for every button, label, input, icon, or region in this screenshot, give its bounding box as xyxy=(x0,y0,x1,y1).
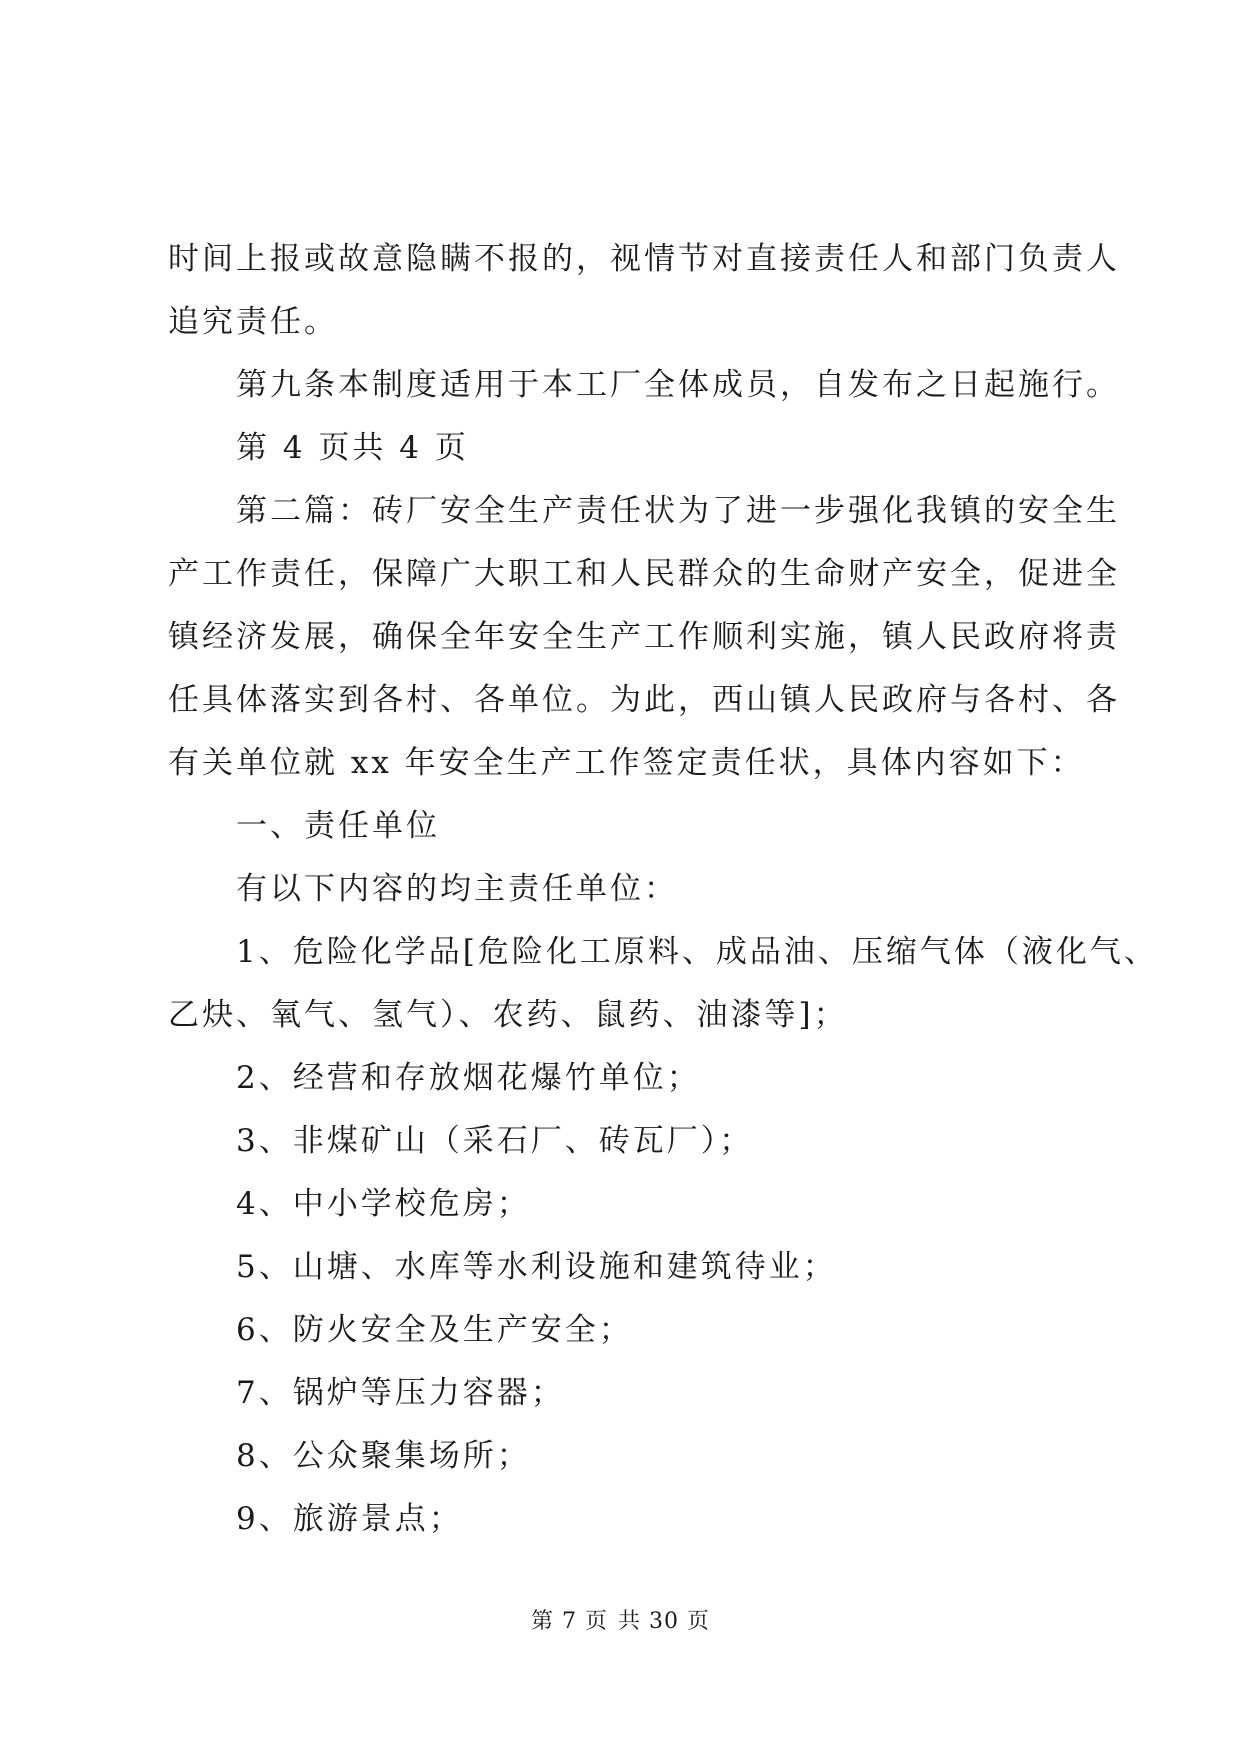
text-line: 产工作责任，保障广大职工和人民群众的生命财产安全，促进全 xyxy=(168,556,1120,592)
list-item-continuation: 乙炔、氧气、氢气）、农药、鼠药、油漆等]； xyxy=(168,997,848,1033)
list-item: 8、公众聚集场所； xyxy=(236,1438,531,1474)
list-item: 7、锅炉等压力容器； xyxy=(236,1375,565,1411)
list-item: 4、中小学校危房； xyxy=(236,1186,531,1222)
list-item: 1、危险化学品[危险化工原料、成品油、压缩气体（液化气、 xyxy=(236,934,1158,970)
subsection-heading: 一、责任单位 xyxy=(236,808,440,844)
page-number: 第 7 页 xyxy=(531,1609,608,1634)
page-total: 共 30 页 xyxy=(618,1609,710,1634)
text-line: 时间上报或故意隐瞒不报的，视情节对直接责任人和部门负责人 xyxy=(168,241,1120,277)
list-item: 9、旅游景点； xyxy=(236,1501,463,1537)
inner-page-number: 第 4 页共 4 页 xyxy=(236,430,469,466)
text-line: 任具体落实到各村、各单位。为此，西山镇人民政府与各村、各 xyxy=(168,682,1120,718)
page-footer xyxy=(0,1604,1241,1635)
text-line: 追究责任。 xyxy=(168,304,338,340)
list-item: 2、经营和存放烟花爆竹单位； xyxy=(236,1060,701,1096)
text-line: 有以下内容的均主责任单位： xyxy=(236,871,678,907)
list-item: 5、山塘、水库等水利设施和建筑待业； xyxy=(236,1249,837,1285)
text-line: 镇经济发展，确保全年安全生产工作顺利实施，镇人民政府将责 xyxy=(168,619,1120,655)
text-line: 有关单位就 xx 年安全生产工作签定责任状，具体内容如下： xyxy=(168,745,1085,781)
list-item: 3、非煤矿山（采石厂、砖瓦厂）； xyxy=(236,1123,754,1159)
text-line: 第九条本制度适用于本工厂全体成员，自发布之日起施行。 xyxy=(236,367,1120,403)
section-heading-line: 第二篇：砖厂安全生产责任状为了进一步强化我镇的安全生 xyxy=(236,493,1120,529)
list-item: 6、防火安全及生产安全； xyxy=(236,1312,633,1348)
document-body xyxy=(168,228,1158,1551)
